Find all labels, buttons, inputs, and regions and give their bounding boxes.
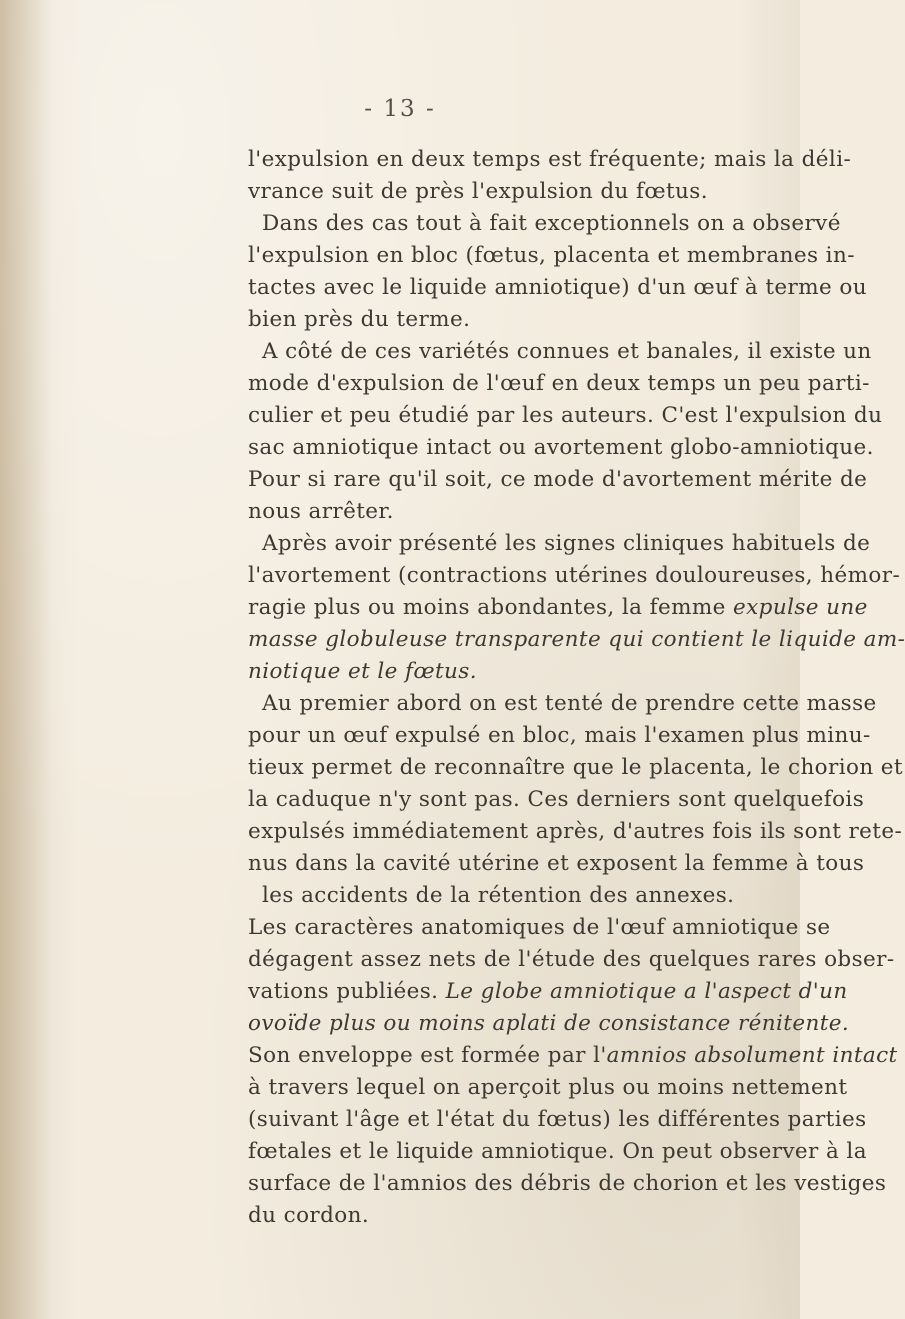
text-line: Pour si rare qu'il soit, ce mode d'avortement mérite de bbox=[248, 467, 868, 492]
text-line: fœtales et le liquide amniotique. On peut observer à la bbox=[248, 1139, 867, 1164]
page-edge-stain bbox=[0, 0, 52, 1319]
text-line: mode d'expulsion de l'œuf en deux temps un peu parti- bbox=[248, 371, 870, 396]
text-line bbox=[248, 976, 848, 1008]
text-segment: Son enveloppe est formée par l' bbox=[248, 1043, 607, 1068]
text-line: Les caractères anatomiques de l'œuf amniotique se bbox=[248, 915, 831, 940]
text-line bbox=[248, 1008, 849, 1040]
text-line: à travers lequel on aperçoit plus ou moins nettement bbox=[248, 1075, 848, 1100]
page-number: - 13 - bbox=[364, 96, 436, 122]
text-line bbox=[248, 656, 477, 688]
text-line: tieux permet de reconnaître que le placenta, le chorion et bbox=[248, 755, 903, 780]
italic-segment: niotique et le fœtus. bbox=[248, 659, 477, 684]
text-line: Dans des cas tout à fait exceptionnels on a observé bbox=[262, 211, 841, 236]
text-segment: vations publiées. bbox=[248, 979, 439, 1004]
text-line: la caduque n'y sont pas. Ces derniers sont quelquefois bbox=[248, 787, 865, 812]
text-segment: ragie plus ou moins abondantes, la femme bbox=[248, 595, 726, 620]
italic-segment: expulse une bbox=[733, 595, 868, 620]
text-line: vrance suit de près l'expulsion du fœtus. bbox=[248, 179, 708, 204]
text-line: tactes avec le liquide amniotique) d'un œuf à terme ou bbox=[248, 275, 867, 300]
text-line: l'avortement (contractions utérines douloureuses, hémor- bbox=[248, 563, 901, 588]
text-line: expulsés immédiatement après, d'autres fois ils sont rete- bbox=[248, 819, 903, 844]
text-line bbox=[248, 624, 905, 656]
text-line: sac amniotique intact ou avortement globo-amniotique. bbox=[248, 435, 874, 460]
text-line bbox=[248, 1040, 898, 1072]
text-line: l'expulsion en deux temps est fréquente; mais la déli- bbox=[248, 147, 852, 172]
text-line: Après avoir présenté les signes cliniques habituels de bbox=[262, 531, 871, 556]
italic-segment: amnios absolument intact bbox=[606, 1043, 898, 1068]
text-line: dégagent assez nets de l'étude des quelques rares obser- bbox=[248, 947, 895, 972]
text-line: A côté de ces variétés connues et banales, il existe un bbox=[262, 339, 872, 364]
text-line: bien près du terme. bbox=[248, 307, 471, 332]
text-line bbox=[248, 592, 868, 624]
italic-segment: ovoïde plus ou moins aplati de consistance rénitente. bbox=[248, 1011, 850, 1036]
italic-segment: masse globuleuse transparente qui contient le liquide am- bbox=[248, 627, 905, 652]
text-line: surface de l'amnios des débris de chorion et les vestiges bbox=[248, 1171, 887, 1196]
text-line: pour un œuf expulsé en bloc, mais l'examen plus minu- bbox=[248, 723, 871, 748]
text-line: nus dans la cavité utérine et exposent la femme à tous bbox=[248, 851, 865, 876]
text-line: (suivant l'âge et l'état du fœtus) les différentes parties bbox=[248, 1107, 867, 1132]
text-line: du cordon. bbox=[248, 1203, 370, 1228]
text-line: nous arrêter. bbox=[248, 499, 394, 524]
text-line: les accidents de la rétention des annexes. bbox=[262, 883, 735, 908]
text-line: l'expulsion en bloc (fœtus, placenta et membranes in- bbox=[248, 243, 855, 268]
italic-segment: Le globe amniotique a l'aspect d'un bbox=[445, 979, 848, 1004]
text-line: Au premier abord on est tenté de prendre cette masse bbox=[262, 691, 877, 716]
text-line: culier et peu étudié par les auteurs. C'est l'expulsion du bbox=[248, 403, 883, 428]
